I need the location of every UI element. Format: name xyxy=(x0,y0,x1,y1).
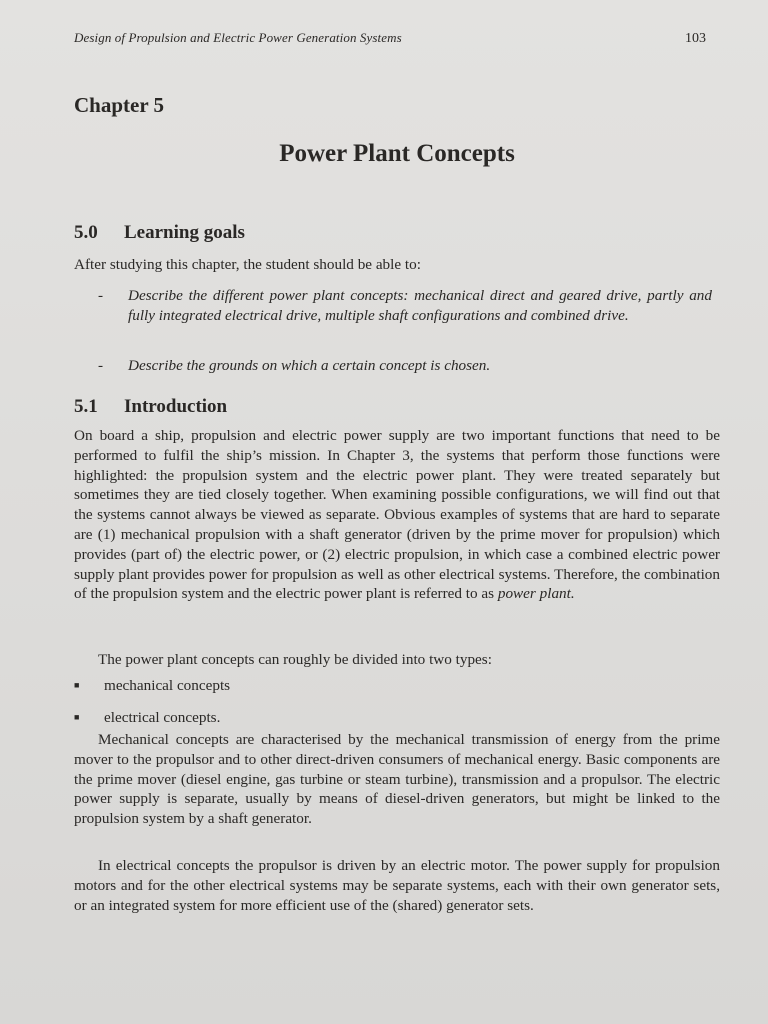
chapter-title: Power Plant Concepts xyxy=(279,140,515,167)
running-header xyxy=(74,30,706,47)
learning-goal-item xyxy=(98,286,712,326)
learning-goal-text: Describe the different power plant concepts: mechanical direct and geared drive, partly and fully integrated electrical drive, multiple shaft configurations and combined drive. xyxy=(128,287,712,324)
bullet-item xyxy=(74,676,720,696)
paragraph-mechanical-concepts: Mechanical concepts are characterised by the mechanical transmission of energy from the prime mover to the propulsor and to other direct-driven consumers of mechanical energy. Basic components are the prime mover (diesel engine, gas turbine or steam turbine), transmission and a propulsor. The electric power supply is separate, usually by means of diesel-driven generators, but might be linked to the propulsion system by a shaft generator. xyxy=(74,731,720,828)
section-title: Learning goals xyxy=(124,222,245,243)
bullet-square-icon: ■ xyxy=(74,680,80,690)
section-number: 5.0 xyxy=(74,222,98,243)
bullet-text: electrical concepts. xyxy=(104,709,221,726)
learning-goal-text: Describe the grounds on which a certain concept is chosen. xyxy=(128,357,491,374)
dash-marker: - xyxy=(98,357,104,374)
bullet-text: mechanical concepts xyxy=(104,677,231,694)
paragraph-introduction xyxy=(74,426,720,604)
page-number: 103 xyxy=(685,31,706,46)
learning-goal-item xyxy=(98,356,712,376)
dash-marker: - xyxy=(98,287,104,304)
bullet-square-icon: ■ xyxy=(74,712,80,722)
running-title: Design of Propulsion and Electric Power Generation Systems xyxy=(74,30,402,45)
bullet-item xyxy=(74,708,720,728)
paragraph-types: The power plant concepts can roughly be divided into two types: xyxy=(98,651,492,668)
section-number: 5.1 xyxy=(74,396,98,417)
paragraph-electrical-concepts: In electrical concepts the propulsor is driven by an electric motor. The power supply for propulsion motors and for the other electrical systems may be separate systems, each with their own generator sets, or an integrated system for more efficient use of the (shared) generator sets. xyxy=(74,857,720,914)
learning-goals-intro: After studying this chapter, the student should be able to: xyxy=(74,256,421,273)
section-heading-learning-goals xyxy=(74,222,245,244)
chapter-label: Chapter 5 xyxy=(74,93,165,117)
emphasized-term: power plant. xyxy=(497,585,575,603)
section-title: Introduction xyxy=(124,396,228,417)
paragraph-text: On board a ship, propulsion and electric power supply are two important functions that need to be performed to fulfil the ship’s mission. In Chapter 3, the systems that perform those functions were highlighted: the propulsion system and the electric power plant. They were treated separately but sometimes they are tied closely together. When examining possible configurations, we will find out that the systems cannot always be viewed as separate. Obvious examples of systems that are hard to separate are (1) mechanical propulsion with a shaft generator (driven by the prime mover for propulsion) which provides (part of) the electric power, or (2) electric propulsion, in which case a combined electric power supply plant provides power for propulsion as well as other electrical systems. Therefore, the combination of the propulsion system and the electric power plant is referred to as xyxy=(74,427,720,603)
section-heading-introduction xyxy=(74,396,227,418)
